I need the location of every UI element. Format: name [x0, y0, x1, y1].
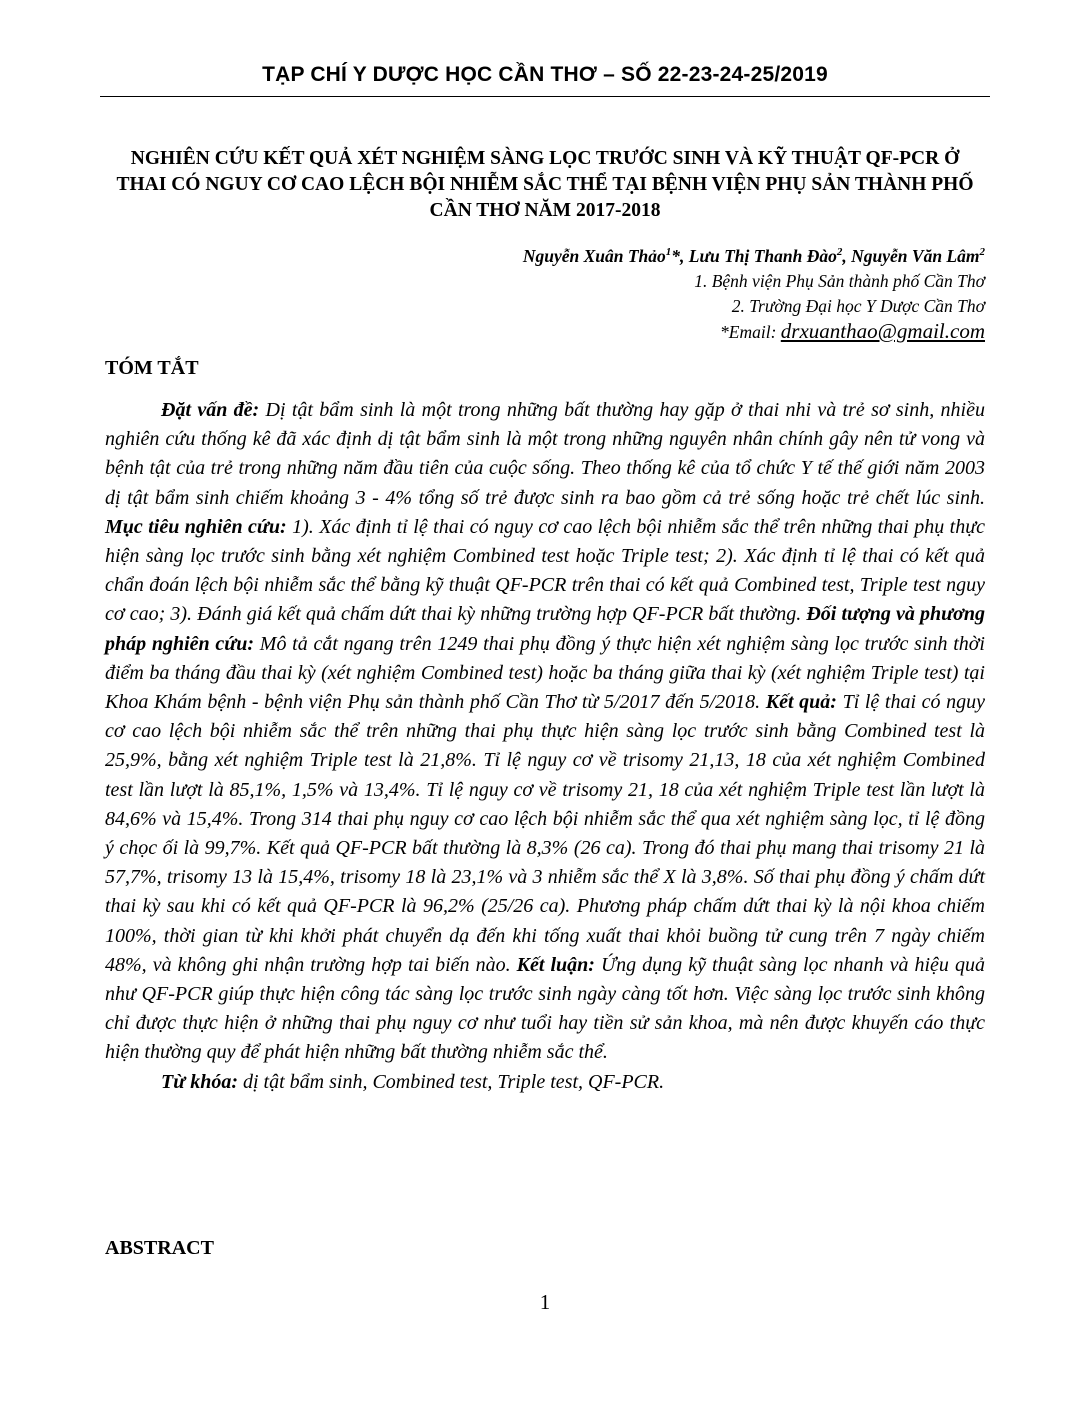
section-label: Mục tiêu nghiên cứu: — [105, 515, 287, 538]
summary-paragraph — [105, 396, 985, 1068]
email-link[interactable]: drxuanthao@gmail.com — [780, 318, 985, 343]
affiliation: 1. Bệnh viện Phụ Sản thành phố Cần Thơ — [694, 270, 985, 291]
section-label: Kết quả: — [765, 691, 837, 714]
page-number: 1 — [539, 1290, 551, 1314]
summary-body — [105, 396, 985, 1097]
author-name: Lưu Thị Thanh Đào — [688, 245, 837, 266]
section-text: Dị tật bẩm sinh là một trong những bất thường hay gặp ở thai nhi và trẻ sơ sinh, nhiều nghiên cứu thống kê đã xác định dị tật bẩm sinh là một trong những nguyên nhân chính gây nên tử vong và bệnh tật của trẻ trong những năm đầu tiên của cuộc sống. Theo thống kê của tổ chức Y tế thế giới năm 2003 dị tật bẩm sinh chiếm khoảng 3 - 4% tổng số trẻ được sinh ra bao gồm cả trẻ sống hoặc trẻ chết lúc sinh. — [105, 399, 985, 509]
section-label: Đối tượng và phương pháp nghiên cứu: — [105, 603, 985, 655]
email-line — [523, 319, 985, 345]
keywords-text: dị tật bẩm sinh, Combined test, Triple test, QF-PCR. — [237, 1070, 665, 1093]
section-text: 1). Xác định tỉ lệ thai có nguy cơ cao lệch bội nhiễm sắc thể trên những thai phụ thực hiện sàng lọc trước sinh bằng xét nghiệm Combined test hoặc Triple test; 2). Xác định tỉ lệ thai có kết quả chẩn đoán lệch bội nhiễm sắc thể bằng kỹ thuật QF-PCR trên thai có kết quả Combined test, Triple test nguy cơ cao; 3). Đánh giá kết quả chấm dứt thai kỳ những trường hợp QF-PCR bất thường. — [105, 515, 986, 626]
keywords-paragraph — [105, 1068, 985, 1097]
header-rule — [100, 96, 990, 97]
email-label: *Email: — [720, 321, 781, 342]
author-affiliation-mark: 2 — [836, 246, 843, 258]
summary-heading: TÓM TẮT — [105, 357, 199, 379]
author-name: Nguyễn Văn Lâm — [851, 245, 980, 266]
article-title: NGHIÊN CỨU KẾT QUẢ XÉT NGHIỆM SÀNG LỌC TRƯỚC SINH VÀ KỸ THUẬT QF-PCR Ở THAI CÓ NGUY CƠ CAO LỆCH BỘI NHIỄM SẮC THỂ TẠI BỆNH VIỆN PHỤ SẢN THÀNH PHỐ CẦN THƠ NĂM 2017-2018 — [116, 148, 974, 221]
abstract-heading: ABSTRACT — [105, 1237, 214, 1259]
author-separator: , — [842, 245, 852, 266]
section-text: Ứng dụng kỹ thuật sàng lọc nhanh và hiệu quả như QF-PCR giúp thực hiện công tác sàng lọc trước sinh ngày càng tốt hơn. Việc sàng lọc trước sinh không chỉ được thực hiện ở những thai phụ nguy cơ như tuổi hay tiền sử sản khoa, mà nên được khuyến cáo thực hiện thường quy để phát hiện những bất thường nhiễm sắc thể. — [105, 953, 985, 1064]
author-block — [523, 240, 985, 345]
section-label: Kết luận: — [516, 953, 595, 976]
author-affiliation-mark: 2 — [979, 246, 985, 258]
journal-header: TẠP CHÍ Y DƯỢC HỌC CẦN THƠ – SỐ 22-23-24-25/2019 — [262, 63, 828, 86]
section-text: Mô tả cắt ngang trên 1249 thai phụ đồng ý thực hiện xét nghiệm sàng lọc trước sinh thời điểm ba tháng đầu thai kỳ (xét nghiệm Combined test) hoặc ba tháng giữa thai kỳ (xét nghiệm Triple test) tại Khoa Khám bệnh - bệnh viện Phụ sản thành phố Cần Thơ từ 5/2017 đến 5/2018. — [105, 632, 985, 714]
author-list — [523, 240, 985, 269]
author-name: Nguyễn Xuân Thảo — [522, 245, 666, 266]
affiliation: 2. Trường Đại học Y Dược Cần Thơ — [731, 295, 985, 316]
section-label: Đặt vấn đề: — [161, 399, 260, 421]
corresponding-mark: *, — [671, 245, 689, 266]
keywords-label: Từ khóa: — [161, 1070, 238, 1093]
section-text: Tỉ lệ thai có nguy cơ cao lệch bội nhiễm sắc thể trên những thai phụ thực hiện sàng lọc trước sinh bằng Combined test là 25,9%, bằng xét nghiệm Triple test là 21,8%. Tỉ lệ nguy cơ về trisomy 21,13, 18 của xét nghiệm Combined test lần lượt là 85,1%, 1,5% và 13,4%. Tỉ lệ nguy cơ về trisomy 21, 18 của xét nghiệm Triple test lần lượt là 84,6% và 15,4%. Trong 314 thai phụ nguy cơ cao lệch bội nhiễm sắc thể qua xét nghiệm sàng lọc, tỉ lệ đồng ý chọc ối là 99,7%. Kết quả QF-PCR bất thường là 8,3% (26 ca). Trong đó thai phụ mang thai trisomy 21 là 57,7%, trisomy 13 là 15,4%, trisomy 18 là 23,1% và 3 nhiễm sắc thể X là 3,8%. Số thai phụ đồng ý chấm dứt thai kỳ sau khi có kết quả QF-PCR là 96,2% (25/26 ca). Phương pháp chấm dứt thai kỳ là nội khoa chiếm 100%, thời gian từ khi khởi phát chuyển dạ đến khi tống xuất thai khỏi buồng tử cung trên 7 ngày chiếm 48%, và không ghi nhận trường hợp tai biến nào. — [105, 691, 985, 976]
author-affiliation-mark: 1 — [665, 246, 672, 258]
